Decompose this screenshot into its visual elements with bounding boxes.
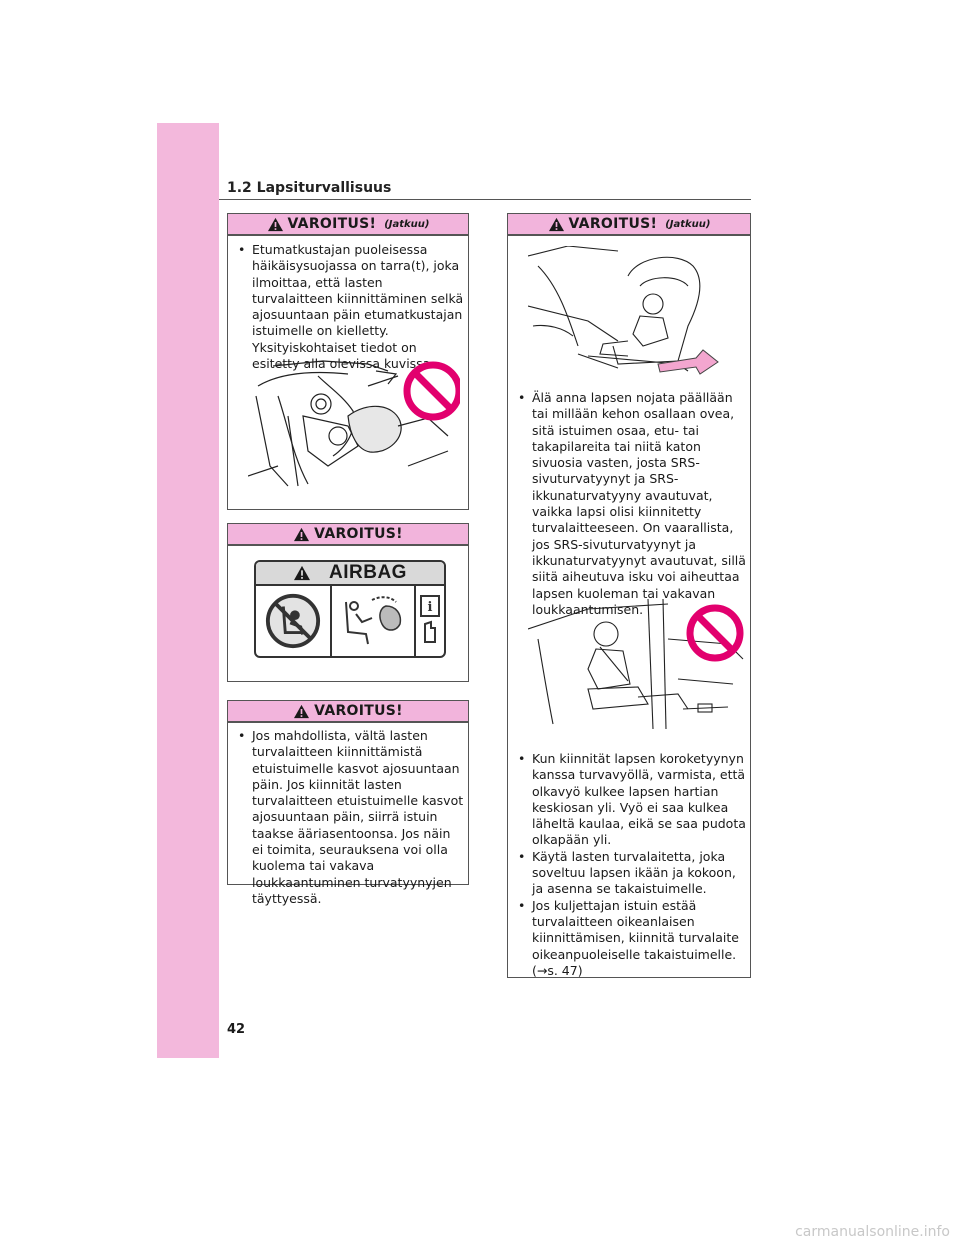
- warning-box-continued: [227, 213, 469, 510]
- warning-triangle-icon: [293, 704, 310, 719]
- list-item: • Etumatkustajan puoleisessa häikäisysuojassa on tarra(t), joka ilmoittaa, että lasten turvalaitteen kiinnittäminen selkä ajosuuntaan päin etumatkustajan istuimelle on kielletty. Yksityiskohtaiset tiedot on esitetty alla olevissa kuvissa.: [238, 242, 464, 372]
- airbag-warning-label: [254, 560, 446, 658]
- warning-triangle-icon: [293, 565, 311, 581]
- manual-reference-icon: [416, 586, 444, 656]
- warning-triangle-icon: [267, 217, 284, 232]
- section-title: 1.2 Lapsiturvallisuus: [227, 180, 392, 196]
- page-number: 42: [227, 1022, 246, 1037]
- seat-airbag-icon: [332, 586, 416, 656]
- warning-box-airbag-label: [227, 523, 469, 682]
- airbag-child-seat-illustration: [248, 356, 460, 491]
- list-item: • Älä anna lapsen nojata päällään tai millään kehon osallaan ovea, sitä istuimen osaa, etu- tai takapilareita tai niitä katon sivuosia vasten, josta SRS-sivuturvatyynyt ja SRS-ikkunaturvatyyny avautuvat, vaikka lapsi olisi kiinnitetty turvalaitteeseen. On vaarallista, jos SRS-sivuturvatyynyt ja ikkunaturvatyynyt avautuvat, sillä siitä aiheutuva isku voi aiheuttaa lapsen kuoleman tai vakavan loukkaantumisen.: [518, 390, 746, 617]
- list-item: • Käytä lasten turvalaitetta, joka soveltuu lapsen ikään ja kokoon, ja asenna se takaistuimelle.: [518, 848, 736, 897]
- list-item: • Kun kiinnität lapsen koroketyynyn kanssa turvavyöllä, varmista, että olkavyö kulkee lapsen hartian keskiosan yli. Vyö ei saa kulkea läheltä kaulaa, eikä se saa pudota olkapään yli.: [518, 751, 746, 848]
- warning-title: VAROITUS!: [314, 526, 403, 542]
- warning-header: [508, 214, 750, 236]
- warning-header: [228, 524, 468, 546]
- child-leaning-door-illustration: [528, 246, 728, 376]
- list-item: • Jos mahdollista, vältä lasten turvalaitteen kiinnittämistä etuistuimelle kasvot ajosuuntaan päin. Jos kiinnität lasten turvalaitteen etuistuimelle kasvot ajosuuntaan päin, siirrä istuin taakse ääriasentoonsa. Jos näin ei toimita, seurauksena voi olla kuolema tai vakava loukkaantuminen turvatyynyjen täyttyessä.: [238, 728, 464, 906]
- continued-label: (Jatkuu): [384, 218, 430, 230]
- continued-label: (Jatkuu): [665, 218, 711, 230]
- warning-box-continued-right: [507, 213, 751, 978]
- warning-triangle-icon: [548, 217, 565, 232]
- booster-cushion-illustration: [528, 599, 746, 729]
- title-divider: [219, 199, 751, 200]
- warning-title: VAROITUS!: [287, 216, 377, 232]
- chapter-tab-strip: [157, 123, 219, 1058]
- no-rear-facing-seat-icon: [256, 586, 332, 656]
- airbag-label-text: AIRBAG: [329, 562, 407, 583]
- svg-text:i: i: [427, 600, 433, 615]
- warning-title: VAROITUS!: [314, 703, 403, 719]
- warning-header: [228, 214, 468, 236]
- warning-title: VAROITUS!: [568, 216, 658, 232]
- warning-box-front-seat: [227, 700, 469, 906]
- warning-header: [228, 701, 468, 723]
- list-item: • Jos kuljettajan istuin estää turvalaitteen oikeanlaisen kiinnittämisen, kiinnitä turvalaite oikeanpuoleiselle takaistuimelle. (→s. 47): [518, 897, 739, 978]
- watermark-text: carmanualsonline.info: [795, 1224, 950, 1240]
- warning-triangle-icon: [293, 527, 310, 542]
